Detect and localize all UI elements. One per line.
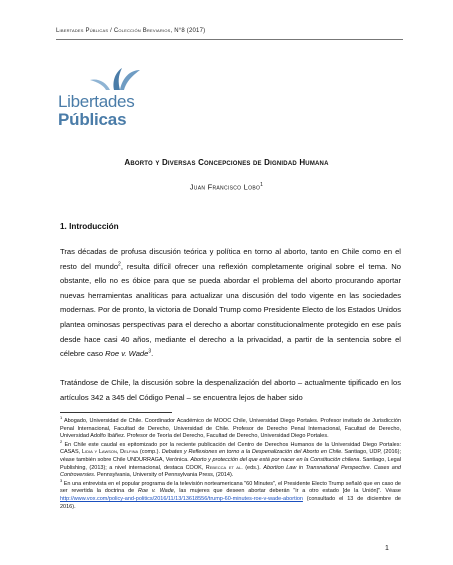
footnote-1 <box>60 415 401 441</box>
footnote-smallcaps: Rebecca et al. <box>205 464 243 471</box>
footnote-ref-3: 3 <box>148 348 152 355</box>
logo-mark-icon <box>58 64 178 94</box>
footnote-text: . Santiago, Legal Publishing, (2013); a nivel internacional, destaca COOK, <box>60 456 401 471</box>
footnote-text: (consultado el 13 de diciembre de 2016). <box>60 495 401 510</box>
footnote-3 <box>60 477 401 511</box>
running-header: Libertades Públicas / Colección Breviarios, N°8 (2017) <box>56 28 206 34</box>
case-name: Roe v. Wade <box>105 349 149 359</box>
para1-text-b: , resulta difícil ofrecer una reflexión completamente original sobre el tema. No obstante, ello no es óbice para que se pueda abordar el problema del aborto procurando aportar nuevas herramientas analíticas para actualizar una discusión del todo vigente en las sociedades modernas. Por de pronto, la victoria de Donald Trump como Presidente Electo de los Estados Unidos plantea ominosas perspectivas para el derecho a abortar constitucionalmente protegido en ese país desde hace casi 40 años, mediante el derecho a la privacidad, a partir de la sentencia sobre el célebre caso <box>60 261 401 359</box>
footnote-text: (comp.). <box>138 449 162 456</box>
footnote-text: (eds.). <box>242 464 264 471</box>
footnote-text: . Santiago, UDP, (2016); véase también sobre Chile UNDURRAGA, Verónica. <box>60 449 401 463</box>
section-heading: 1. Introducción <box>60 222 119 231</box>
footnote-title: Debates y Reflexiones en torno a la Despenalización del Aborto en Chile <box>161 449 342 456</box>
footnote-mark: 1 <box>60 415 63 421</box>
footnote-text: En una entrevista en el popular programa de la televisión norteamericana "60 Minutes", el Presidente Electo Trump señaló que en caso de ser revertida la doctrina de <box>60 480 401 495</box>
body-paragraph-2: Tratándose de Chile, la discusión sobre la despenalización del aborto – actualmente tipificado en los artículos 342 a 345 del Código Penal – se encuentra lejos de haber sido <box>60 378 401 402</box>
footnote-separator <box>60 412 172 413</box>
body-paragraph-1 <box>60 245 401 362</box>
para1-text-c: . <box>151 349 154 359</box>
footnote-link[interactable]: http://www.vox.com/policy-and-politics/2016/11/13/13618556/trump-60-minutes-roe-v-wade-abortion <box>60 495 303 502</box>
footnote-text: . Pennsylvania, University of Pennsylvania Press, (2014). <box>93 472 234 479</box>
header-rule <box>56 39 403 40</box>
logo-line2: Públicas <box>58 110 127 129</box>
footnote-2 <box>60 438 401 480</box>
footnote-text: En Chile este caudal es epitomizado por la reciente publicación del Centro de Derechos Humanos de la Universidad Diego Portales: CASAS, <box>60 441 401 456</box>
author-name: Juan Francisco Lobo <box>189 182 261 192</box>
footnote-title: Abortion Law in Transnational Perspective. Cases and Controversies <box>60 464 401 479</box>
article-title: Aborto y Diversas Concepciones de Dignidad Humana <box>124 158 329 167</box>
logo-line1: Libertades <box>58 92 135 111</box>
footnote-text: , las mujeres que deseen abortar deberán "ir a otro estado [de la Unión]". Véase <box>173 488 401 495</box>
page-number: 1 <box>385 545 389 552</box>
footnote-title: Aborto y protección del que está por nacer en la Constitución chilena <box>190 456 360 463</box>
footnote-text: Abogado, Universidad de Chile. Coordinador Académico de MOOC Chile, Universidad Diego Portales. Profesor invitado de Jurisdicción Penal Internacional, Facultad de Derecho, Universidad de Chile. Profesor de Derecho Penal Internacional, Facultad de Derecho, Universidad Adolfo Ibáñez. Profesor de Teoría del Derecho, Facultad de Derecho, Universidad Diego Portales. <box>60 418 401 440</box>
author-line <box>0 182 453 192</box>
para1-text-a: Tras décadas de profusa discusión teórica y política en torno al aborto, tanto en Chile como en el resto del mundo <box>60 247 401 271</box>
author-footnote-mark: 1 <box>260 182 264 188</box>
footnote-mark: 3 <box>60 477 63 483</box>
footnote-smallcaps: Lidia y Lawson, Delfina <box>81 449 139 456</box>
libertades-publicas-logo <box>58 64 178 134</box>
footnote-mark: 2 <box>60 438 63 444</box>
footnote-title: Roe v. Wade <box>138 488 174 495</box>
footnote-ref-2: 2 <box>118 261 121 268</box>
footnotes <box>60 415 401 512</box>
